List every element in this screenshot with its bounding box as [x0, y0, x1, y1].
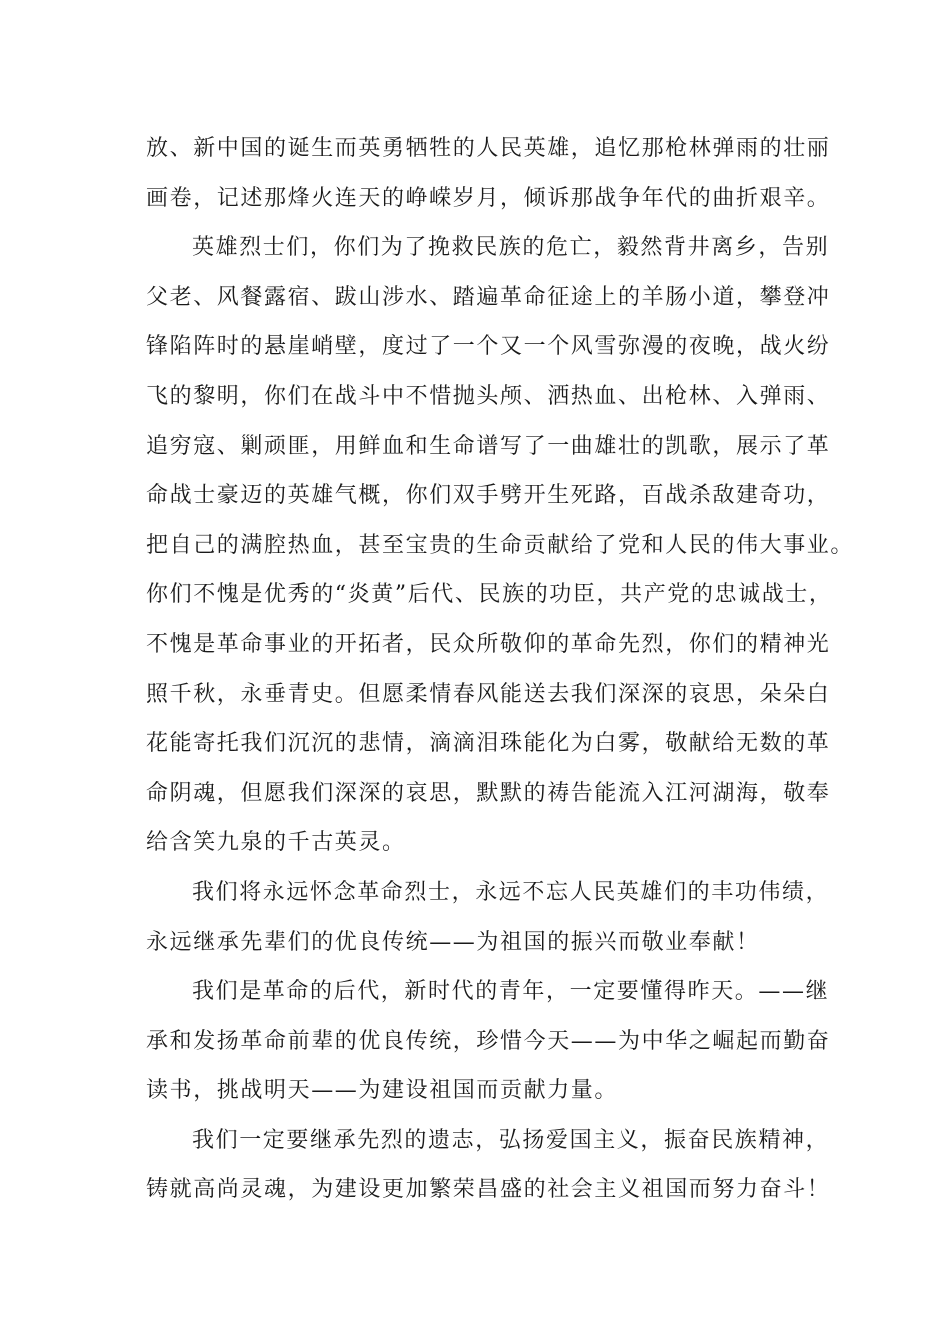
text-line: 你们不愧是优秀的“炎黄”后代、民族的功臣，共产党的忠诚战士，: [146, 582, 833, 608]
text-line: 锋陷阵时的悬崖峭壁，度过了一个又一个风雪弥漫的夜晚，战火纷: [146, 334, 831, 360]
text-line: 父老、风餐露宿、跋山涉水、踏遍革命征途上的羊肠小道，攀登冲: [146, 284, 831, 310]
text-line: 飞的黎明，你们在战斗中不惜抛头颅、洒热血、出枪林、入弹雨、: [146, 383, 831, 409]
text-line: 给含笑九泉的千古英灵。: [146, 830, 406, 856]
text-line: 画卷，记述那烽火连天的峥嵘岁月，倾诉那战争年代的曲折艰辛。: [146, 185, 831, 211]
text-line: 永远继承先辈们的优良传统——为祖国的振兴而敬业奉献！: [146, 929, 760, 955]
text-line: 英雄烈士们，你们为了挽救民族的危亡，毅然背井离乡，告别: [192, 235, 830, 261]
text-line: 把自己的满腔热血，甚至宝贵的生命贡献给了党和人民的伟大事业。: [146, 532, 855, 558]
text-line: 放、新中国的诞生而英勇牺牲的人民英雄，追忆那枪林弹雨的壮丽: [146, 136, 831, 161]
text-line: 命战士豪迈的英雄气概，你们双手劈开生死路，百战杀敌建奇功，: [146, 483, 831, 509]
document-body: [146, 124, 855, 1215]
text-line: 照千秋，永垂青史。但愿柔情春风能送去我们深深的哀思，朵朵白: [146, 681, 831, 707]
text-line: 花能寄托我们沉沉的悲情，滴滴泪珠能化为白雾，敬献给无数的革: [146, 731, 831, 757]
text-line: 铸就高尚灵魂，为建设更加繁荣昌盛的社会主义祖国而努力奋斗！: [146, 1177, 831, 1203]
text-line: 读书，挑战明天——为建设祖国而贡献力量。: [146, 1078, 619, 1104]
text-line: 不愧是革命事业的开拓者，民众所敬仰的革命先烈，你们的精神光: [146, 631, 831, 657]
text-line: 追穷寇、剿顽匪，用鲜血和生命谱写了一曲雄壮的凯歌，展示了革: [146, 433, 831, 459]
text-line: 承和发扬革命前辈的优良传统，珍惜今天——为中华之崛起而勤奋: [146, 1028, 831, 1054]
text-line: 我们将永远怀念革命烈士，永远不忘人民英雄们的丰功伟绩，: [192, 879, 830, 905]
text-line: 命阴魂，但愿我们深深的哀思，默默的祷告能流入江河湖海，敬奉: [146, 780, 831, 806]
text-line: 我们是革命的后代，新时代的青年，一定要懂得昨天。——继: [192, 979, 830, 1005]
text-line: 我们一定要继承先烈的遗志，弘扬爱国主义，振奋民族精神，: [192, 1127, 830, 1153]
